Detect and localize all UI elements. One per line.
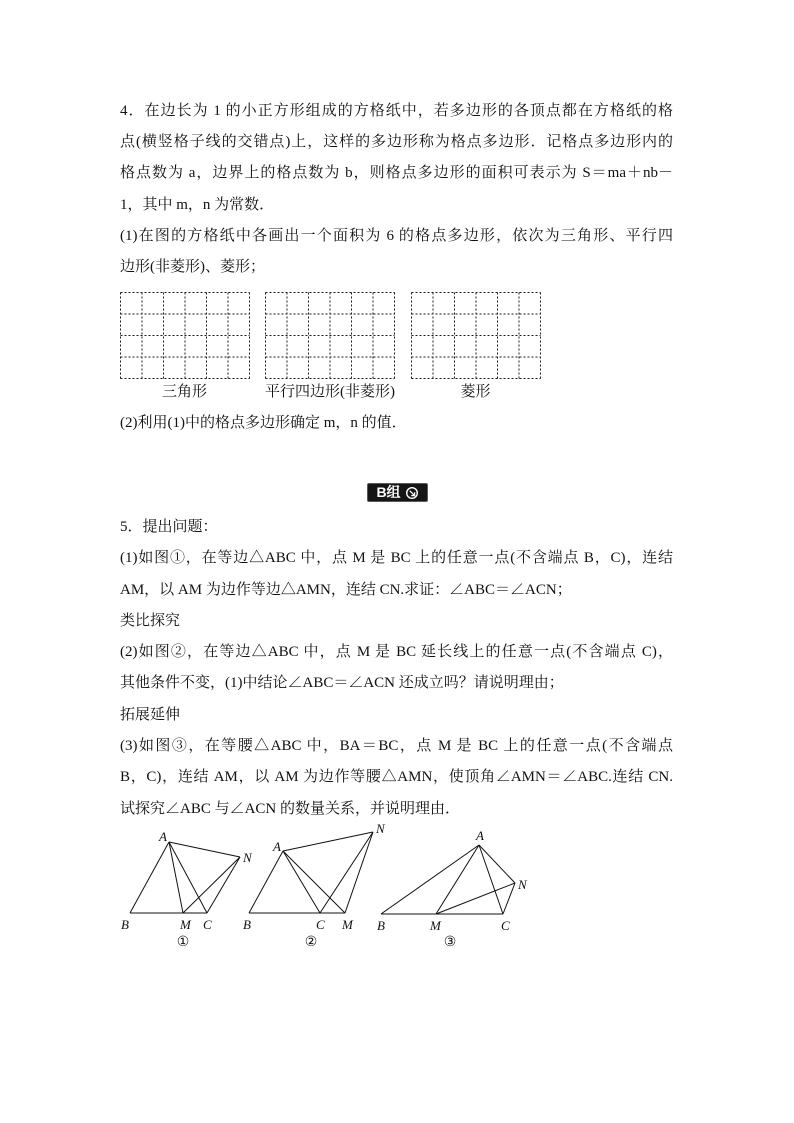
problem-5-heading: 5．提出问题： bbox=[120, 519, 218, 535]
problem-4-stem-line: 4．在边长为 1 的小正方形组成的方格纸中，若多边形的各顶点都在方格纸的格 bbox=[120, 103, 673, 119]
fig3-segment-ab bbox=[381, 845, 479, 914]
fig2-segment-cn bbox=[320, 832, 373, 913]
problem-5-part-3-line: (3)如图③，在等腰△ABC 中，BA＝BC，点 M 是 BC 上的任意一点(不含端点 bbox=[120, 738, 673, 755]
grid-paper-rhombus bbox=[411, 292, 541, 379]
geometry-figures bbox=[110, 820, 550, 955]
problem-5-part-1-line: AM，以 AM 为边作等边△AMN，连结 CN.求证：∠ABC＝∠ACN； bbox=[120, 581, 572, 598]
grid-caption-rhombus: 菱形 bbox=[460, 384, 491, 400]
extension-heading: 拓展延伸 bbox=[120, 706, 181, 723]
fig2-label-c: C bbox=[316, 917, 325, 932]
fig2-segment-ab bbox=[249, 851, 283, 913]
grid-paper-parallelogram bbox=[265, 292, 395, 379]
fig3-label-c: C bbox=[501, 918, 510, 933]
fig1-label-c: C bbox=[203, 917, 212, 932]
fig2-caption: ② bbox=[304, 935, 318, 950]
fig3-label-n: N bbox=[518, 877, 527, 892]
fig1-label-n: N bbox=[243, 850, 252, 865]
fig1-label-a: A bbox=[159, 829, 167, 844]
grid-caption-triangle: 三角形 bbox=[161, 384, 207, 400]
grid-paper-triangle bbox=[120, 292, 250, 379]
fig3-label-b: B bbox=[377, 918, 385, 933]
figure-2 bbox=[243, 821, 386, 950]
section-b-label: B组 bbox=[376, 484, 401, 500]
fig1-segment-ab bbox=[130, 842, 169, 913]
section-b-badge bbox=[367, 483, 428, 502]
fig2-label-n: N bbox=[376, 821, 385, 836]
fig3-segment-am bbox=[436, 845, 479, 914]
problem-5-part-3-line: B，C)，连结 AM，以 AM 为边作等腰△AMN，使顶角∠AMN＝∠ABC.连结 CN. bbox=[120, 769, 673, 786]
fig2-segment-mn bbox=[345, 832, 373, 913]
problem-4-part-1-line: (1)在图的方格纸中各画出一个面积为 6 的格点多边形，依次为三角形、平行四 bbox=[120, 227, 673, 244]
fig1-segment-am bbox=[169, 842, 183, 913]
fig3-segment-cn bbox=[503, 883, 515, 914]
problem-4-part-2: (2)利用(1)中的格点多边形确定 m，n 的值． bbox=[120, 415, 407, 431]
grid-caption-parallelogram: 平行四边形(非菱形) bbox=[265, 384, 395, 400]
fig1-segment-an bbox=[169, 842, 240, 857]
fig1-segment-ac bbox=[169, 842, 207, 913]
problem-4 bbox=[120, 96, 673, 283]
fig2-label-a: A bbox=[273, 839, 281, 854]
fig2-segment-an bbox=[283, 832, 373, 851]
figure-1 bbox=[121, 829, 253, 950]
problem-5-part-2-line: (2)如图②，在等边△ABC 中，点 M 是 BC 延长线上的任意一点(不含端点 C)， bbox=[120, 644, 673, 661]
problem-4-stem-line: 格点数为 a，边界上的格点数为 b，则格点多边形的面积可表示为 S＝ma＋nb－ bbox=[120, 165, 673, 182]
fig2-label-m: M bbox=[342, 917, 353, 932]
fig3-caption: ③ bbox=[443, 935, 457, 950]
fig3-label-a: A bbox=[476, 828, 484, 843]
fig1-label-b: B bbox=[121, 917, 129, 932]
fig3-segment-ac bbox=[479, 845, 503, 914]
figure-3 bbox=[377, 828, 528, 950]
fig3-label-m: M bbox=[430, 918, 441, 933]
fig2-label-b: B bbox=[243, 917, 251, 932]
fig1-caption: ① bbox=[176, 935, 190, 950]
fig1-label-m: M bbox=[180, 917, 191, 932]
fig3-segment-mn bbox=[436, 883, 515, 914]
problem-5 bbox=[120, 512, 673, 825]
problem-4-stem-line: 点(横竖格子线的交错点)上，这样的多边形称为格点多边形．记格点多边形内的 bbox=[120, 134, 673, 151]
problem-5-part-3-line: 试探究∠ABC 与∠ACN 的数量关系，并说明理由． bbox=[120, 800, 461, 817]
fig3-segment-an bbox=[479, 845, 515, 883]
analogy-heading: 类比探究 bbox=[120, 612, 181, 629]
problem-5-part-1-line: (1)如图①，在等边△ABC 中，点 M 是 BC 上的任意一点(不含端点 B，C)，连结 bbox=[120, 550, 673, 567]
problem-4-part-1-line: 边形(非菱形)、菱形； bbox=[120, 258, 265, 275]
problem-4-stem-line: 1，其中 m，n 为常数． bbox=[120, 196, 275, 213]
problem-5-part-2-line: 其他条件不变，(1)中结论∠ABC＝∠ACN 还成立吗？请说明理由； bbox=[120, 675, 564, 692]
circular-arrow-icon bbox=[405, 486, 419, 500]
